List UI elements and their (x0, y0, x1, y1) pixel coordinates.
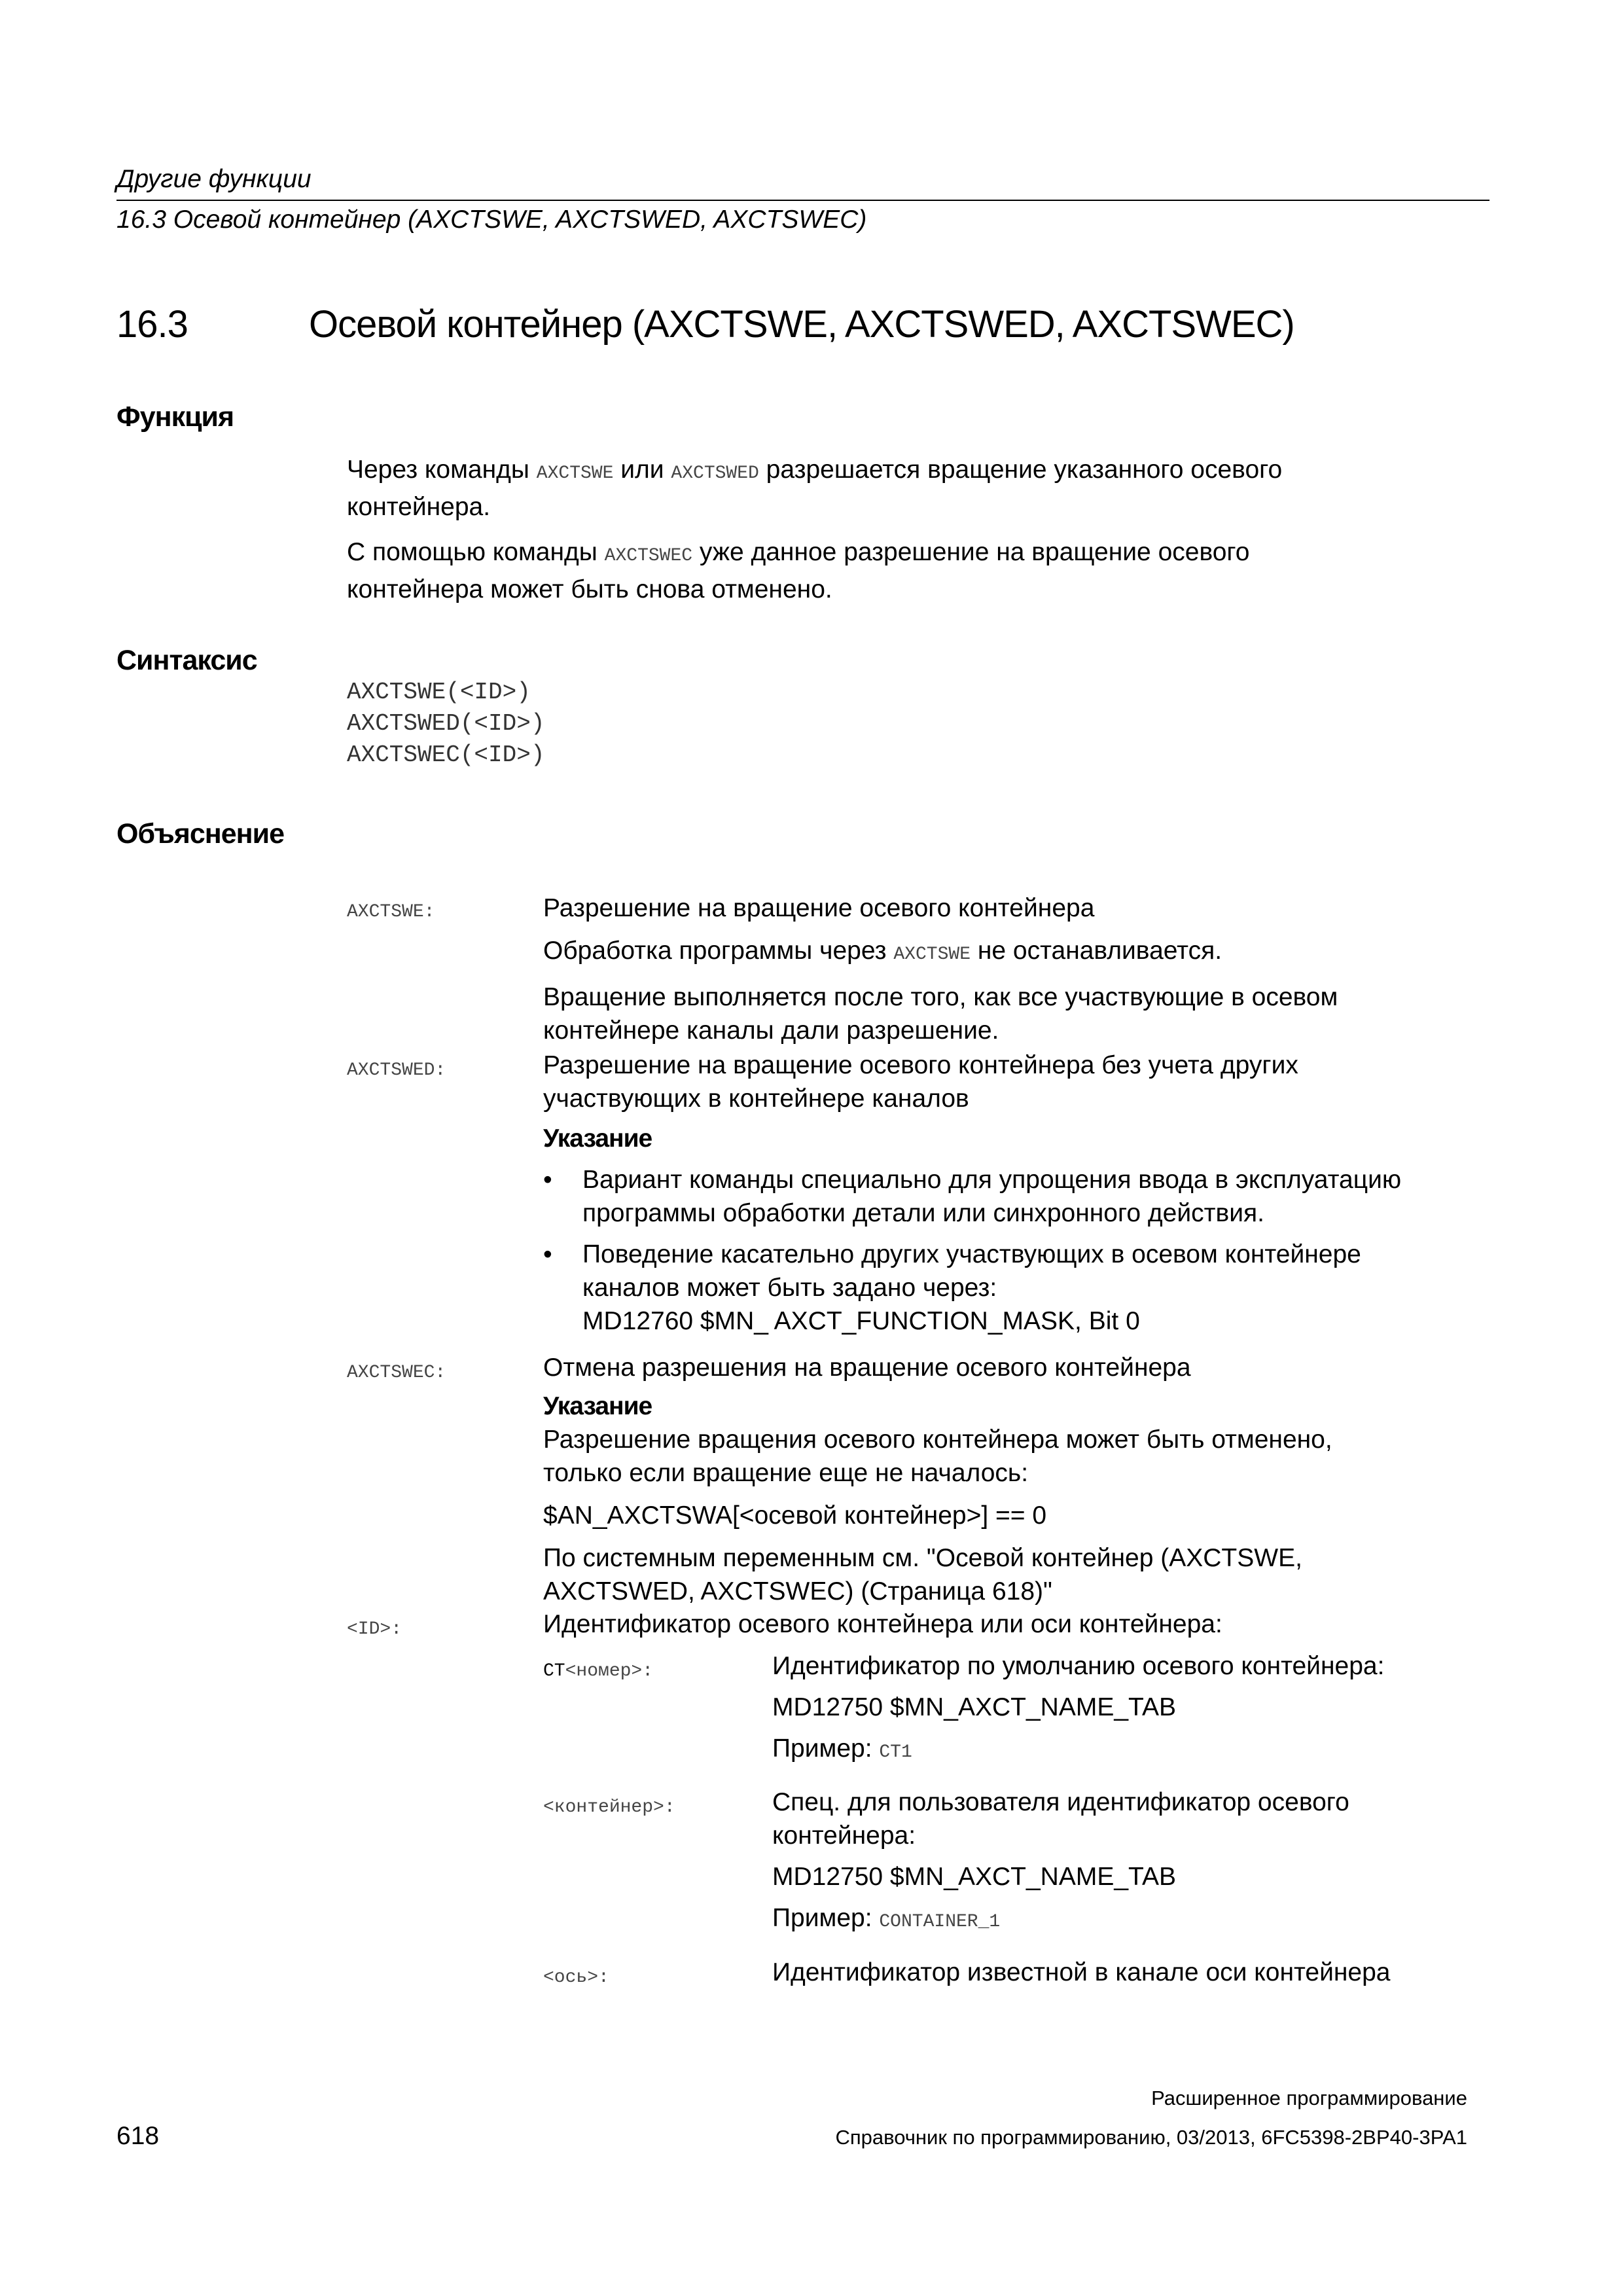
term-axctswed: AXCTSWED: (347, 1060, 446, 1081)
desc-ct-number: Идентификатор по умолчанию осевого контейнера: MD12750 $MN_AXCT_NAME_TAB Пример: CT1 (772, 1652, 1385, 1763)
term-container: <контейнер>: (543, 1797, 675, 1818)
list-item: • Поведение касательно других участвующих в осевом контейнере каналов может быть задано через: MD12760 $MN_ AXCT_FUNCTION_MASK, Bit 0 (543, 1238, 1492, 1338)
running-header-chapter: Другие функции (116, 165, 312, 193)
function-paragraph-1: Через команды AXCTSWE или AXCTSWED разрешается вращение указанного осевого контейнера. (347, 456, 1283, 521)
desc-container: Спец. для пользователя идентификатор осевого контейнера: MD12750 $MN_AXCT_NAME_TAB Пример: CONTAINER_1 (772, 1788, 1349, 1932)
explanation-heading: Объяснение (116, 818, 284, 850)
syntax-code-block (347, 677, 544, 771)
running-header-section: 16.3 Осевой контейнер (AXCTSWE, AXCTSWED, AXCTSWEC) (116, 206, 867, 234)
term-axctswec: AXCTSWEC: (347, 1363, 446, 1383)
syntax-line: AXCTSWE(<ID>) (347, 679, 531, 706)
section-number: 16.3 (116, 303, 188, 346)
section-title: Осевой контейнер (AXCTSWE, AXCTSWED, AXCTSWEC) (309, 303, 1294, 346)
term-axctswe: AXCTSWE: (347, 902, 435, 922)
syntax-heading: Синтаксис (116, 645, 257, 676)
term-id: <ID>: (347, 1619, 402, 1640)
desc-id: Идентификатор осевого контейнера или оси контейнера: (543, 1610, 1222, 1638)
desc-axis: Идентификатор известной в канале оси контейнера (772, 1958, 1391, 1986)
note-heading: Указание (543, 1392, 652, 1420)
term-ct-number: CT<номер>: (543, 1661, 654, 1681)
desc-axctswed: Разрешение на вращение осевого контейнера без учета других участвующих в контейнере каналов Указание • Вариант команды специально для упрощения ввода в эксплуатацию программы обработки детали или синхронного действия. • Поведение касательно других участвующих в осевом контейнере каналов может быть задано через: MD12760 $MN_ AXCT_FUNCTION_MASK, Bit 0 (543, 1049, 1492, 1338)
desc-axctswec: Отмена разрешения на вращение осевого контейнера Указание Разрешение вращения осевого контейнера может быть отменено, только если вращение еще не началось: $AN_AXCTSWA[<осевой контейнер>] == 0 По системным переменным см. "Осевой контейнер (AXCTSWE, AXCTSWED, AXCTSWEC) (Страница 618)" (543, 1351, 1492, 1608)
term-axis: <ось>: (543, 1967, 609, 1988)
bullet-icon: • (543, 1240, 552, 1268)
note-heading: Указание (543, 1124, 652, 1153)
list-item: • Вариант команды специально для упрощения ввода в эксплуатацию программы обработки детали или синхронного действия. (543, 1163, 1492, 1230)
footer-book-title: Расширенное программирование (1151, 2087, 1467, 2109)
syntax-line: AXCTSWED(<ID>) (347, 710, 545, 737)
bullet-icon: • (543, 1166, 552, 1194)
header-rule (116, 200, 1489, 201)
page-number: 618 (116, 2122, 160, 2150)
syntax-line: AXCTSWEC(<ID>) (347, 742, 545, 768)
function-heading: Функция (116, 401, 234, 433)
footer-manual-info: Справочник по программированию, 03/2013, 6FC5398-2BP40-3PA1 (835, 2126, 1467, 2149)
desc-axctswe: Разрешение на вращение осевого контейнера Обработка программы через AXCTSWE не останавливается. Вращение выполняется после того, как все участвующие в осевом контейнере каналы дали разрешение. (543, 894, 1338, 1045)
function-paragraph-2: С помощью команды AXCTSWEC уже данное разрешение на вращение осевого контейнера может быть снова отменено. (347, 538, 1250, 603)
